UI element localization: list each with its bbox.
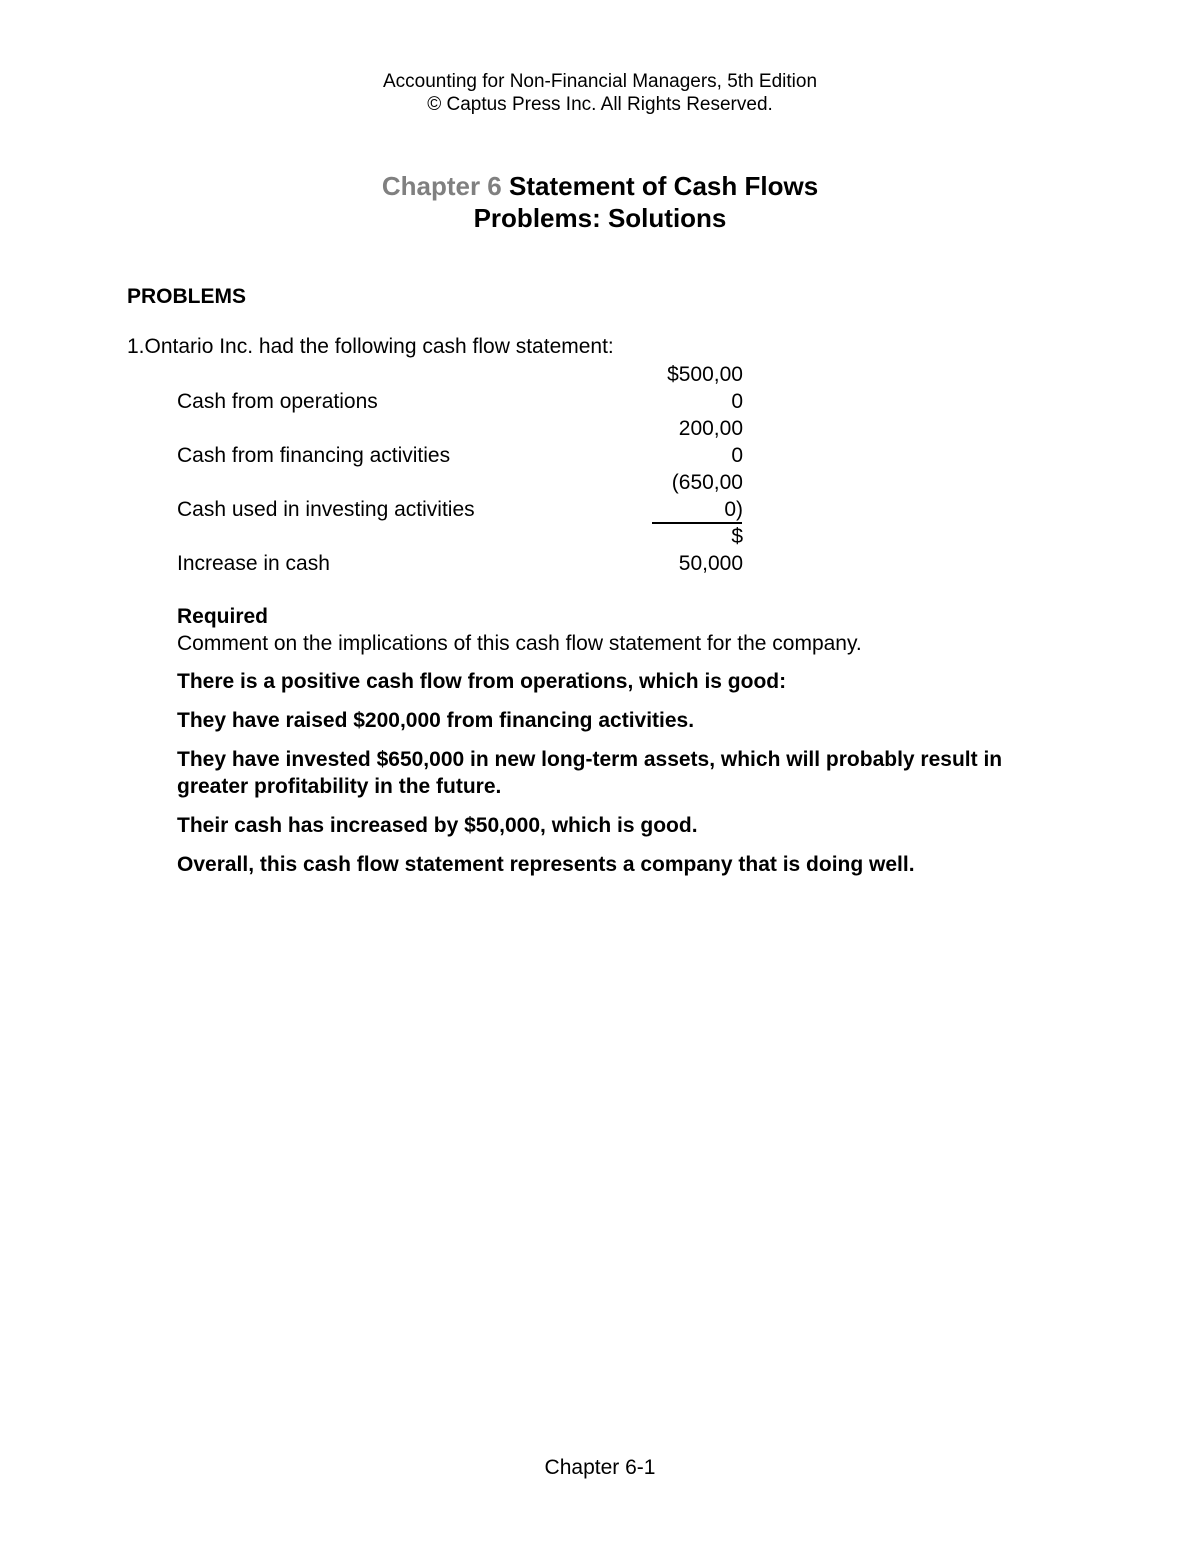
solution-answers [177,668,1037,890]
answer-paragraph: They have raised $200,000 from financing activities. [177,709,695,732]
statement-label: Increase in cash [177,552,330,575]
statement-row [177,417,743,444]
chapter-subject: Statement of Cash Flows [509,171,819,201]
statement-amount: 200,00 [678,417,743,440]
answer-paragraph: Overall, this cash flow statement represents a company that is doing well. [177,853,915,876]
statement-row [177,552,743,579]
chapter-label: Chapter 6 [381,171,502,201]
statement-row [177,444,743,471]
statement-amount: $500,00 [667,363,743,386]
statement-amount: 50,000 [678,552,743,575]
statement-label: Cash used in investing activities [177,498,475,521]
statement-amount: 0) [724,498,743,521]
total-underline [652,522,742,524]
document-header [0,70,1200,116]
title-subtitle: Problems: Solutions [473,203,727,233]
page-footer: Chapter 6-1 [544,1456,656,1479]
answer-paragraph: There is a positive cash flow from operations, which is good: [177,670,787,693]
required-text: Comment on the implications of this cash flow statement for the company. [177,632,862,655]
answer-paragraph: They have invested $650,000 in new long-term assets, which will probably result in greater profitability in the future. [177,748,1003,798]
title-line [0,170,1200,202]
copyright-line: © Captus Press Inc. All Rights Reserved. [427,94,773,115]
statement-label: Cash from financing activities [177,444,451,467]
answer-paragraph: Their cash has increased by $50,000, which is good. [177,814,698,837]
problem-intro: 1.Ontario Inc. had the following cash flow statement: [127,335,614,358]
statement-row [177,390,743,417]
book-title: Accounting for Non-Financial Managers, 5th Edition [382,71,818,92]
statement-amount: 0 [731,444,743,467]
statement-amount: 0 [731,390,743,413]
statement-amount: (650,00 [671,471,743,494]
section-heading: PROBLEMS [127,285,247,308]
page-title [0,170,1200,234]
statement-row [177,525,743,552]
statement-row [177,498,743,525]
statement-row [177,363,743,390]
statement-row [177,471,743,498]
required-label: Required [177,605,269,628]
statement-amount: $ [731,525,743,548]
required-section [177,603,1077,657]
statement-label: Cash from operations [177,390,378,413]
